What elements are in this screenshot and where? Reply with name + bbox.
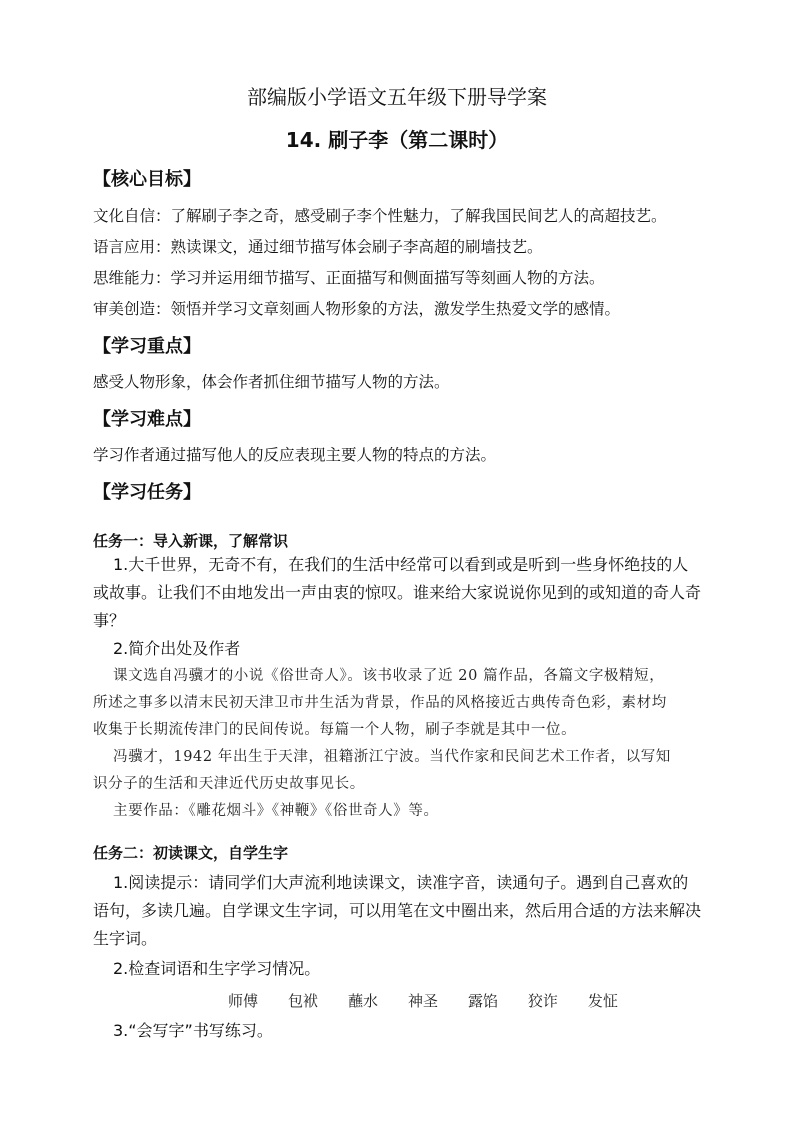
document-title: 部编版小学语文五年级下册导学案 [247,85,547,109]
goal-culture: 文化自信：了解刷子李之奇，感受刷子李个性魅力，了解我国民间艺人的高超技艺。 [93,207,667,225]
section-heading-difficulties: 【学习难点】 [93,409,201,430]
author-bio-line2: 识分子的生活和天津近代历史故事见长。 [93,776,365,792]
task2-paragraph2: 2.检查词语和生字学习情况。 [113,959,321,978]
vocabulary-word: 蘸水 [347,992,378,1010]
goal-language: 语言应用：熟读课文，通过细节描写体会刷子李高超的刷墙技艺。 [93,238,543,256]
author-works: 主要作品：《雕花烟斗》《神鞭》《俗世奇人》等。 [113,803,439,819]
source-intro-line3: 收集于长期流传津门的民间传说。每篇一个人物，刷子李就是其中一位。 [93,722,577,738]
section-heading-key-points: 【学习重点】 [93,336,201,357]
vocabulary-word-list [228,990,618,1011]
source-intro-line2: 所述之事多以清末民初天津卫市井生活为背景，作品的风格接近古典传奇色彩，素材均 [93,695,667,711]
author-bio-line1: 冯骥才，1942 年出生于天津，祖籍浙江宁波。当代作家和民间艺术工作者，以写知 [113,749,671,765]
task1-paragraph2: 2.简介出处及作者 [113,639,241,658]
source-intro-line1: 课文选自冯骥才的小说《俗世奇人》。该书收录了近 20 篇作品，各篇文字极精短， [113,668,665,684]
vocabulary-word: 包袱 [287,992,318,1010]
vocabulary-word: 狡诈 [527,992,558,1010]
task2-paragraph1-line1: 1.阅读提示：请同学们大声流利地读课文，读准字音，读通句子。遇到自己喜欢的 [113,873,689,892]
vocabulary-word: 师傅 [228,992,259,1010]
section-heading-tasks: 【学习任务】 [93,482,201,503]
vocabulary-word: 露馅 [467,992,498,1010]
lesson-title: 14. 刷子李（第二课时） [285,128,509,152]
difficulties-text: 学习作者通过描写他人的反应表现主要人物的特点的方法。 [93,446,497,464]
vocabulary-word: 发怔 [587,992,618,1010]
vocabulary-word: 神圣 [407,992,438,1010]
goal-thinking: 思维能力：学习并运用细节描写、正面描写和侧面描写等刻画人物的方法。 [93,269,605,287]
task2-paragraph1-line3: 生字词。 [93,929,158,948]
task1-paragraph1-line1: 1.大千世界，无奇不有，在我们的生活中经常可以看到或是听到一些身怀绝技的人 [113,555,689,574]
task2-paragraph1-line2: 语句，多读几遍。自学课文生字词，可以用笔在文中圈出来，然后用合适的方法来解决 [93,901,702,920]
section-heading-core-goals: 【核心目标】 [93,169,201,190]
task1-title: 任务一：导入新课，了解常识 [93,532,289,550]
task2-paragraph3: 3.“会写字”书写练习。 [113,1021,273,1040]
key-points-text: 感受人物形象，体会作者抓住细节描写人物的方法。 [93,373,450,391]
task1-paragraph1-line3: 事？ [93,611,126,630]
task2-title: 任务二：初读课文，自学生字 [93,844,289,862]
task1-paragraph1-line2: 或故事。让我们不由地发出一声由衷的惊叹。谁来给大家说说你见到的或知道的奇人奇 [93,583,702,602]
goal-aesthetic: 审美创造：领悟并学习文章刻画人物形象的方法，激发学生热爱文学的感情。 [93,300,621,318]
